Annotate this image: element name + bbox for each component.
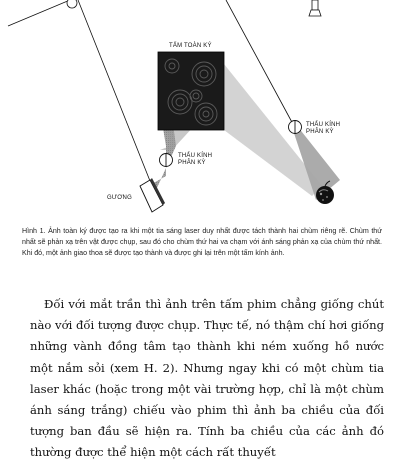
diverging-lens-right-icon [289, 121, 302, 134]
hologram-diagram [0, 0, 400, 222]
lens-right-label-line1: THẤU KÍNH [306, 122, 341, 128]
lens-left-label-line1: THẤU KÍNH [178, 153, 213, 159]
mirror-label: GƯƠNG [107, 195, 132, 201]
beam-splitter-icon [67, 0, 77, 8]
hologram-label: TẤM TOÀN KÝ [169, 43, 212, 49]
laser-line-upper [8, 0, 70, 26]
hologram-plate [158, 52, 224, 130]
mirror-icon [140, 178, 165, 212]
laser-line-left [78, 0, 152, 186]
laser-source-icon [309, 0, 321, 16]
lens-left-label-line2: PHÂN KỲ [178, 160, 206, 166]
figure-caption: Hình 1. Ảnh toàn ký được tạo ra khi một tia sáng laser duy nhất được tách thành hai chùm riêng rẽ. Chùm thứ nhất sẽ phản xạ trên vật được chụp, sau đó cho chùm thứ hai va chạm với ánh sáng phản xạ của chùm thứ nhất. Khi đó, một ảnh giao thoa sẽ được tạo thành và được ghi lại trên một tấm kính ảnh. [22, 227, 382, 257]
body-paragraph: Đối với mắt trần thì ảnh trên tấm phim chẳng giống chút nào với đối tượng được chụp. Thực tế, nó thậm chí hơi giống những vành đồng tâm tạo thành khi ném xuống hồ nước một nắm sỏi (xem H. 2). Nhưng ngay khi có một chùm tia laser khác (hoặc trong một vài trường hợp, chỉ là một chùm ánh sáng trắng) chiếu vào phim thì ảnh ba chiều của đối tượng ban đầu sẽ hiện ra. Tính ba chiều của các ảnh đó thường được thể hiện một cách rất thuyết [30, 297, 384, 460]
lens-right-label-line2: PHÂN KỲ [306, 129, 334, 135]
diverging-lens-left-icon [160, 154, 173, 167]
